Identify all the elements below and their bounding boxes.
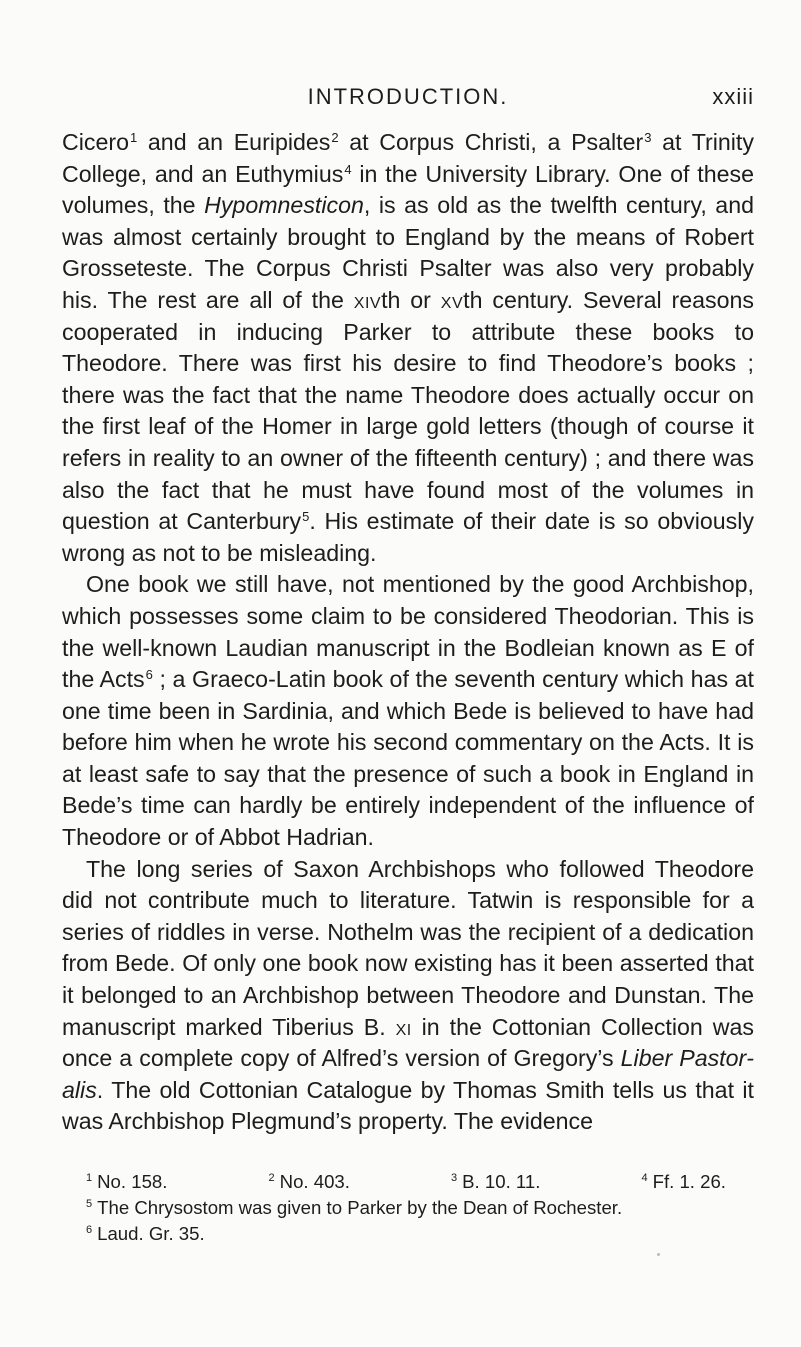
- footnote: $^1$ No. 158.: [86, 1171, 168, 1192]
- footnote-marker: 4: [344, 161, 352, 177]
- paragraph: One book we still have, not mentioned by the good Archbishop, which possesses some claim to be considered Theodorian. This is the well-known Laudian manuscript in the Bodleian known as E of the Acts$^6$ ; a Graeco-Latin book of the seventh century which has at one time been in Sardinia, and which Bede is believed to have had before him when he wrote his second commentary on the Acts. It is at least safe to say that the presence of such a book in England in Bede’s time can hardly be entirely independent of the influence of Theodore or of Abbot Hadrian.: [62, 571, 754, 851]
- italic-title: Hypomnesticon: [204, 192, 364, 219]
- footnote: $^3$ B. 10. 11.: [451, 1171, 541, 1192]
- footnote-marker: 6: [145, 667, 153, 683]
- century-numeral: xiv: [353, 286, 382, 313]
- footnote: $^2$ No. 403.: [268, 1171, 350, 1192]
- footnote-marker: 5: [302, 509, 310, 525]
- running-title: INTRODUCTION.: [307, 84, 509, 109]
- paragraph: Cicero$^1$ and an Euripides$^2$ at Corpus Christi, a Psalter$^3$ at Trinity College, and an Euthymius$^4$ in the University Library. One of these volumes, the Hypomnesticon, is as old as the twelfth century, and was almost certainly brought to England by the means of Robert Grosseteste. The Corpus Christi Psalter was also very probably his. The rest are all of the xivth or xvth century. Several reasons cooperated in inducing Parker to attribute these books to Theodore. There was first his desire to find Theodore’s books ; there was the fact that the name Theodore does actually occur on the first leaf of the Homer in large gold letters (though of course it refers in reality to an owner of the fifteenth century) ; and there was also the fact that he must have found most of the volumes in question at Canterbury$^5$. His estimate of their date is so obviously wrong as not to be misleading.: [62, 129, 755, 566]
- footnote-marker: 2: [331, 130, 339, 145]
- footnote-row: [86, 1169, 726, 1195]
- footnote: $^4$ Ff. 1. 26.: [641, 1171, 726, 1192]
- print-speck: [657, 1253, 660, 1256]
- footnote-marker: 3: [644, 130, 652, 145]
- body-text: [62, 127, 754, 1138]
- italic-title: Liber Pastoralis: [62, 1045, 754, 1103]
- page-number: xxiii: [712, 84, 754, 109]
- book-page: [62, 0, 754, 1347]
- footnote: $^5$ The Chrysostom was given to Parker by the Dean of Rochester.: [86, 1197, 623, 1218]
- century-numeral: xv: [440, 286, 464, 313]
- running-head: [62, 84, 754, 114]
- paragraph: The long series of Saxon Archbishops who followed Theodore did not contribute much to literature. Tatwin is responsible for a series of riddles in verse. Nothelm was the recipient of a dedication from Bede. Of only one book now existing has it been asserted that it belonged to an Archbishop between Theodore and Dunstan. The manuscript marked Tiberius B. xi in the Cottonian Collection was once a complete copy of Alfred’s version of Gregory’s Liber Pastoralis. The old Cottonian Catalogue by Thomas Smith tells us that it was Archbishop Plegmund’s property. The evidence: [62, 855, 754, 1135]
- footnote: $^6$ Laud. Gr. 35.: [86, 1223, 205, 1244]
- century-numeral: xi: [395, 1013, 412, 1040]
- footnote-marker: 1: [130, 130, 138, 145]
- footnotes: [86, 1169, 754, 1247]
